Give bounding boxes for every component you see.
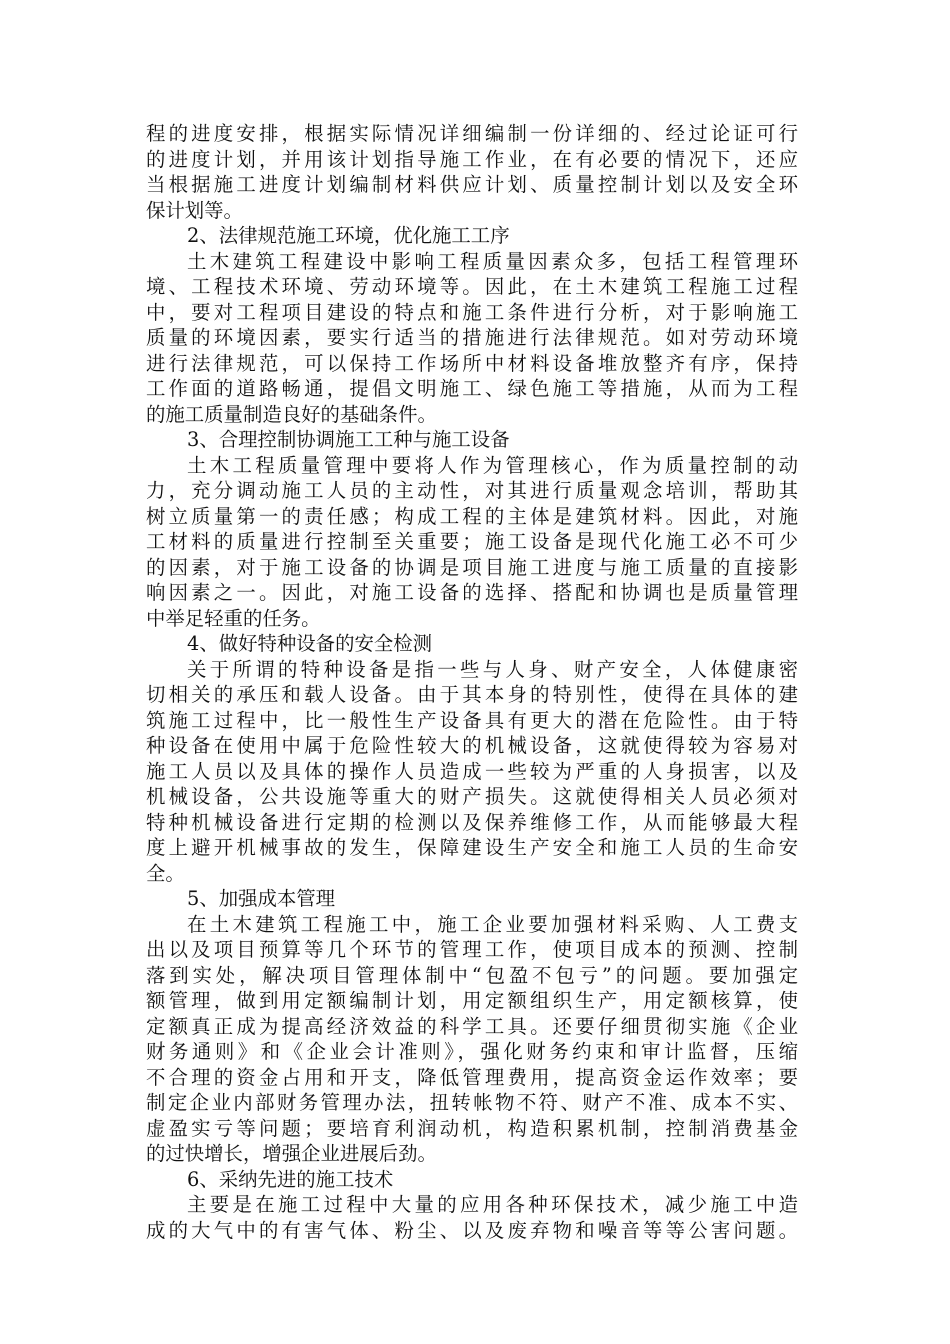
text-line: 不合理的资金占用和开支，降低管理费用，提高资金运作效率；要	[146, 1065, 798, 1089]
text-line: 种设备在使用中属于危险性较大的机械设备，这就使得较为容易对	[146, 734, 798, 757]
text-line: 的因素，对于施工设备的协调是项目施工进度与施工质量的直接影	[146, 555, 798, 579]
text-line: 定额真正成为提高经济效益的科学工具。还要仔细贯彻实施《企业	[146, 1014, 798, 1038]
text-line: 全。	[146, 861, 185, 885]
text-line: 质量的环境因素，要实行适当的措施进行法律规范。如对劳动环境	[146, 326, 798, 349]
text-line: 财务通则》和《企业会计准则》，强化财务约束和审计监督，压缩	[146, 1040, 798, 1063]
text-line: 制定企业内部财务管理办法，扭转帐物不符、财产不准、成本不实、	[146, 1091, 798, 1114]
text-line: 保计划等。	[146, 198, 243, 222]
text-line: 境、工程技术环境、劳动环境等。因此，在土木建筑工程施工过程	[146, 275, 798, 298]
text-line: 出以及项目预算等几个环节的管理工作，使项目成本的预测、控制	[146, 938, 798, 961]
text-line: 的过快增长，增强企业进展后劲。	[146, 1142, 437, 1165]
text-line: 程的进度安排，根据实际情况详细编制一份详细的、经过论证可行	[146, 122, 798, 145]
paragraph-first-line: 2、法律规范施工环境，优化施工工序	[187, 224, 510, 247]
text-line: 响因素之一。因此，对施工设备的选择、搭配和协调也是质量管理	[146, 581, 798, 604]
paragraph-first-line: 关于所谓的特种设备是指一些与人身、财产安全，人体健康密	[187, 657, 798, 681]
paragraph-first-line: 在土木建筑工程施工中，施工企业要加强材料采购、人工费支	[187, 912, 798, 936]
paragraph-first-line: 主要是在施工过程中大量的应用各种环保技术，减少施工中造	[187, 1193, 798, 1216]
paragraph-first-line: 3、合理控制协调施工工种与施工设备	[187, 428, 510, 451]
text-line: 度上避开机械事故的发生，保障建设生产安全和施工人员的生命安	[146, 836, 798, 859]
text-line: 工作面的道路畅通，提倡文明施工、绿色施工等措施，从而为工程	[146, 377, 798, 400]
text-line: 施工人员以及具体的操作人员造成一些较为严重的人身损害，以及	[146, 759, 798, 783]
document-page	[146, 121, 798, 1243]
text-line: 机械设备，公共设施等重大的财产损失。这就使得相关人员必须对	[146, 785, 798, 808]
text-line: 切相关的承压和载人设备。由于其本身的特别性，使得在具体的建	[146, 683, 798, 706]
paragraph-first-line: 6、采纳先进的施工技术	[187, 1167, 394, 1191]
text-line: 当根据施工进度计划编制材料供应计划、质量控制计划以及安全环	[146, 173, 798, 196]
text-line: 中举足轻重的任务。	[146, 606, 321, 630]
text-line: 工材料的质量进行控制至关重要；施工设备是现代化施工必不可少	[146, 530, 798, 553]
paragraph-first-line: 5、加强成本管理	[187, 887, 336, 910]
text-line: 特种机械设备进行定期的检测以及保养维修工作，从而能够最大程	[146, 810, 798, 834]
text-line: 树立质量第一的责任感；构成工程的主体是建筑材料。因此，对施	[146, 504, 798, 528]
text-line: 的施工质量制造良好的基础条件。	[146, 402, 437, 426]
paragraph-first-line: 土木建筑工程建设中影响工程质量因素众多，包括工程管理环	[187, 249, 798, 273]
text-line: 进行法律规范，可以保持工作场所中材料设备堆放整齐有序，保持	[146, 351, 798, 375]
text-line: 筑施工过程中，比一般性生产设备具有更大的潜在危险性。由于特	[146, 708, 798, 732]
text-line: 额管理，做到用定额编制计划，用定额组织生产，用定额核算，使	[146, 989, 798, 1012]
paragraph-first-line: 4、做好特种设备的安全检测	[187, 632, 433, 655]
text-line: 成的大气中的有害气体、粉尘、以及废弃物和噪音等等公害问题。	[146, 1218, 798, 1242]
text-line: 的进度计划，并用该计划指导施工作业，在有必要的情况下，还应	[146, 147, 798, 171]
text-line: 虚盈实亏等问题；要培育利润动机，构造积累机制，控制消费基金	[146, 1116, 798, 1140]
text-line: 中，要对工程项目建设的特点和施工条件进行分析，对于影响施工	[146, 300, 798, 324]
paragraph-first-line: 土木工程质量管理中要将人作为管理核心，作为质量控制的动	[187, 453, 798, 477]
text-line: 落到实处，解决项目管理体制中“包盈不包亏”的问题。要加强定	[146, 963, 798, 987]
text-line: 力，充分调动施工人员的主动性，对其进行质量观念培训，帮助其	[146, 479, 798, 502]
